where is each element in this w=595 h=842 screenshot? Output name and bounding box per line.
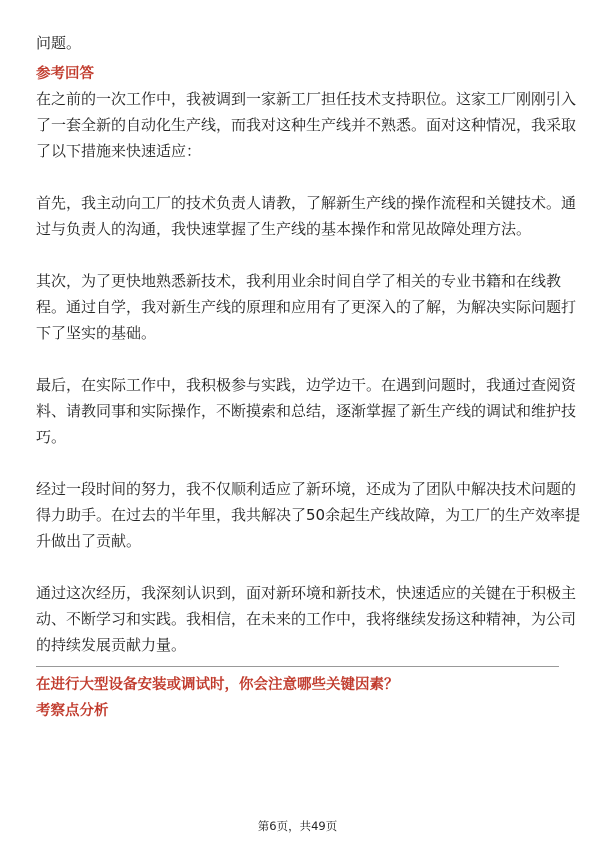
paragraph-line: 的持续发展贡献力量。 bbox=[36, 636, 187, 654]
paragraph-line: 了以下措施来快速适应： bbox=[36, 142, 202, 160]
answer-heading: 参考回答 bbox=[36, 66, 94, 82]
answer-paragraph-6 bbox=[36, 580, 577, 658]
analysis-heading: 考察点分析 bbox=[36, 703, 109, 719]
paragraph-line: 首先，我主动向工厂的技术负责人请教，了解新生产线的操作流程和关键技术。通 bbox=[36, 194, 577, 212]
paragraph-line: 通过这次经历，我深刻认识到，面对新环境和新技术，快速适应的关键在于积极主 bbox=[36, 584, 577, 602]
answer-paragraph-1 bbox=[36, 86, 577, 164]
answer-paragraph-4 bbox=[36, 372, 577, 450]
next-question-heading: 在进行大型设备安装或调试时，你会注意哪些关键因素？ bbox=[36, 677, 399, 693]
page-number-footer: 第6页，共49页 bbox=[257, 819, 338, 833]
document-page bbox=[36, 28, 581, 723]
section-divider bbox=[36, 666, 559, 667]
paragraph-line: 最后，在实际工作中，我积极参与实践，边学边干。在遇到问题时，我通过查阅资 bbox=[36, 376, 577, 394]
paragraph-line: 巧。 bbox=[36, 428, 67, 446]
paragraph-line: 得力助手。在过去的半年里，我共解决了50余起生产线故障，为工厂的生产效率提 bbox=[36, 506, 581, 524]
paragraph-line: 在之前的一次工作中，我被调到一家新工厂担任技术支持职位。这家工厂刚刚引入 bbox=[36, 90, 577, 108]
answer-paragraph-3 bbox=[36, 268, 577, 346]
answer-paragraph-2 bbox=[36, 190, 577, 242]
paragraph-line: 其次，为了更快地熟悉新技术，我利用业余时间自学了相关的专业书籍和在线教 bbox=[36, 272, 562, 290]
paragraph-line: 经过一段时间的努力，我不仅顺利适应了新环境，还成为了团队中解决技术问题的 bbox=[36, 480, 577, 498]
paragraph-line: 程。通过自学，我对新生产线的原理和应用有了更深入的了解，为解决实际问题打 bbox=[36, 298, 577, 316]
paragraph-line: 下了坚实的基础。 bbox=[36, 324, 157, 342]
continuation-text: 问题。 bbox=[36, 34, 82, 52]
paragraph-line: 升做出了贡献。 bbox=[36, 532, 142, 550]
paragraph-line: 动、不断学习和实践。我相信，在未来的工作中，我将继续发扬这种精神，为公司 bbox=[36, 610, 577, 628]
paragraph-line: 料、请教同事和实际操作，不断摸索和总结，逐渐掌握了新生产线的调试和维护技 bbox=[36, 402, 577, 420]
answer-paragraph-5 bbox=[36, 476, 581, 554]
paragraph-line: 了一套全新的自动化生产线，而我对这种生产线并不熟悉。面对这种情况，我采取 bbox=[36, 116, 577, 134]
paragraph-line: 过与负责人的沟通，我快速掌握了生产线的基本操作和常见故障处理方法。 bbox=[36, 220, 532, 238]
